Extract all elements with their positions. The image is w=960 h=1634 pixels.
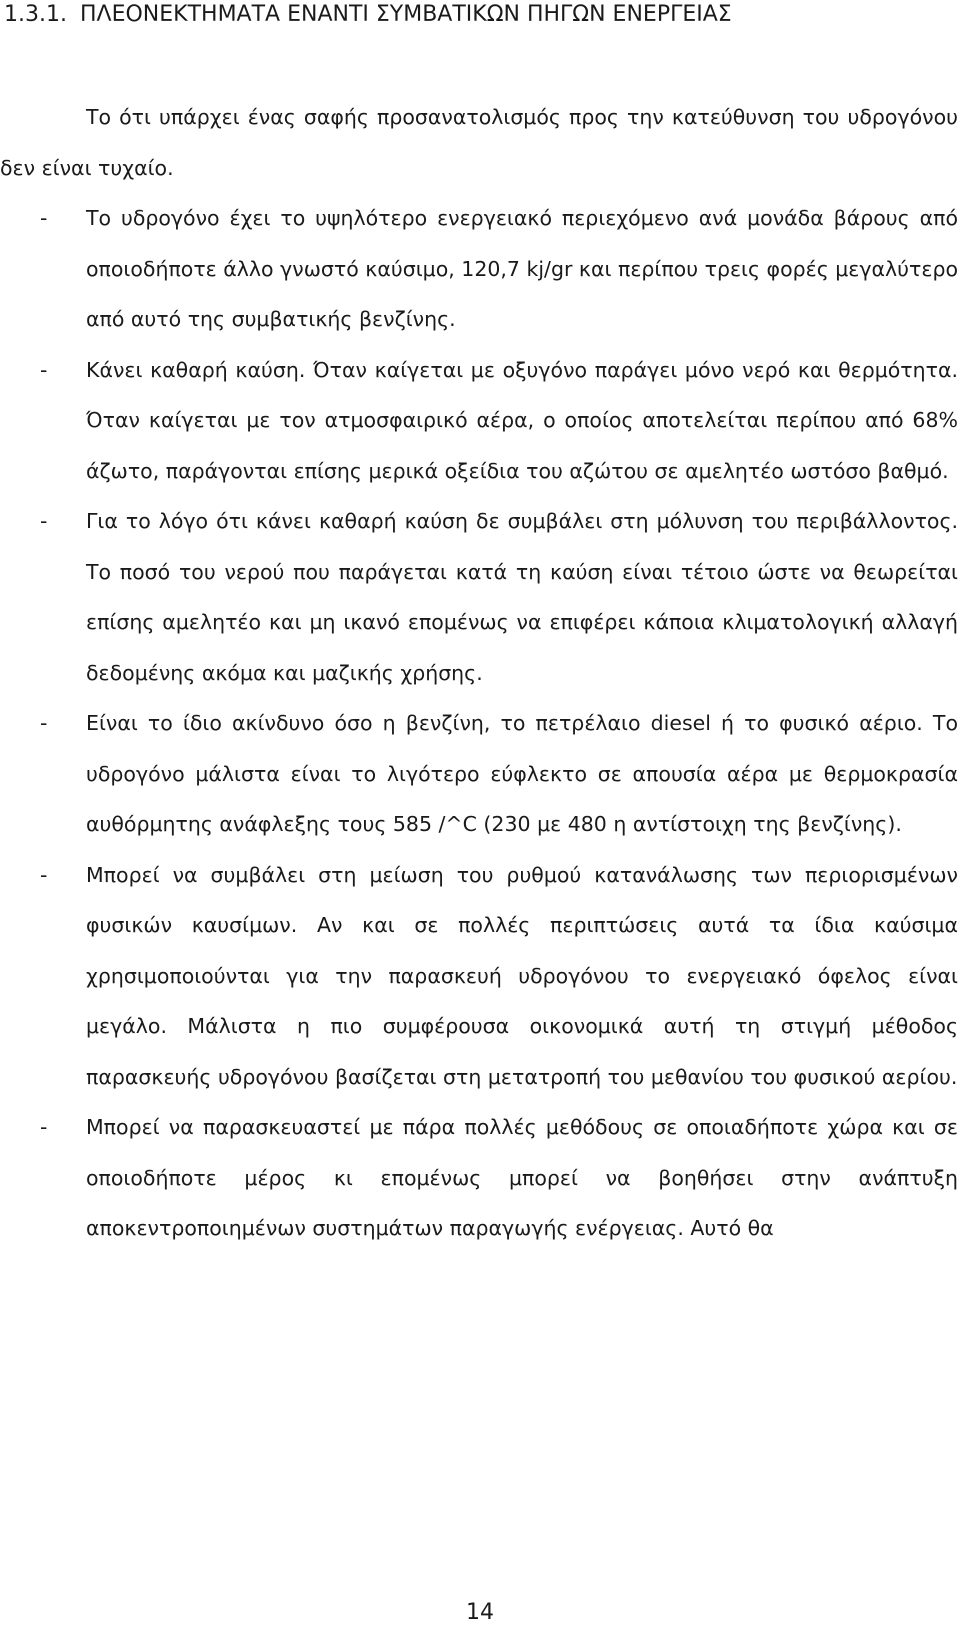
list-item-text: Κάνει καθαρή καύση. Όταν καίγεται με οξυγόνο παράγει μόνο νερό και θερμότητα. Όταν καίγεται με τον ατμοσφαιρικό αέρα, ο οποίος αποτελείται περίπου από 68% άζωτο, παράγονται επίσης μερικά οξείδια του αζώτου σε αμελητέο ωστόσο βαθμό.	[86, 357, 958, 483]
section-heading	[4, 0, 732, 30]
list-bullet: -	[40, 711, 48, 735]
section-title: ΠΛΕΟΝΕΚΤΗΜΑΤΑ ΕΝΑΝΤΙ ΣΥΜΒΑΤΙΚΩΝ ΠΗΓΩΝ ΕΝΕΡΓΕΙΑΣ	[80, 2, 732, 27]
list-item-text: Μπορεί να παρασκευαστεί με πάρα πολλές μεθόδους σε οποιαδήποτε χώρα και σε οποιοδήποτε μέρος κι επομένως μπορεί να βοηθήσει στην ανάπτυξη αποκεντροποιημένων συστημάτων παραγωγής ενέργειας. Αυτό θα	[86, 1115, 958, 1240]
page-number: 14	[466, 1600, 494, 1625]
list-item	[0, 193, 958, 345]
intro-paragraph: Το ότι υπάρχει ένας σαφής προσανατολισμός προς την κατεύθυνση του υδρογόνου δεν είναι τυχαίο.	[0, 105, 958, 180]
list-item	[0, 1102, 958, 1254]
list-item	[0, 345, 958, 497]
list-item	[0, 496, 958, 698]
list-bullet: -	[40, 206, 48, 230]
list-bullet: -	[40, 862, 48, 887]
list-item-text: Είναι το ίδιο ακίνδυνο όσο η βενζίνη, το πετρέλαιο diesel ή το φυσικό αέριο. Το υδρογόνο μάλιστα είναι το λιγότερο εύφλεκτο σε απουσία αέρα με θερμοκρασία αυθόρμητης ανάφλεξης τους 585 /^C (230 με 480 η αντίστοιχη της βενζίνης).	[86, 711, 958, 836]
list-bullet: -	[40, 357, 48, 382]
list-item-text: Μπορεί να συμβάλει στη μείωση του ρυθμού κατανάλωσης των περιορισμένων φυσικών καυσίμων. Αν και σε πολλές περιπτώσεις αυτά τα ίδια καύσιμα χρησιμοποιούνται για την παρασκευή υδρογόνου το ενεργειακό όφελος είναι μεγάλο. Μάλιστα η πιο συμφέρουσα οικονομικά αυτή τη στιγμή μέθοδος παρασκευής υδρογόνου βασίζεται στη μετατροπή του μεθανίου του φυσικού αερίου.	[86, 862, 958, 1089]
list-item	[0, 850, 958, 1103]
body-text	[0, 92, 958, 1254]
list-item-text: Για το λόγο ότι κάνει καθαρή καύση δε συμβάλει στη μόλυνση του περιβάλλοντος. Το ποσό του νερού που παράγεται κατά τη καύση είναι τέτοιο ώστε να θεωρείται επίσης αμελητέο και μη ικανό επομένως να επιφέρει κάποια κλιματολογική αλλαγή δεδομένης ακόμα και μαζικής χρήσης.	[86, 509, 958, 685]
list-bullet: -	[40, 509, 48, 533]
list-item	[0, 698, 958, 850]
list-item-text: Το υδρογόνο έχει το υψηλότερο ενεργειακό περιεχόμενο ανά μονάδα βάρους από οποιοδήποτε άλλο γνωστό καύσιμο, 120,7 kj/gr και περίπου τρεις φορές μεγαλύτερο από αυτό της συμβατικής βενζίνης.	[86, 206, 958, 331]
list-bullet: -	[40, 1115, 48, 1139]
section-number: 1.3.1.	[4, 2, 67, 27]
